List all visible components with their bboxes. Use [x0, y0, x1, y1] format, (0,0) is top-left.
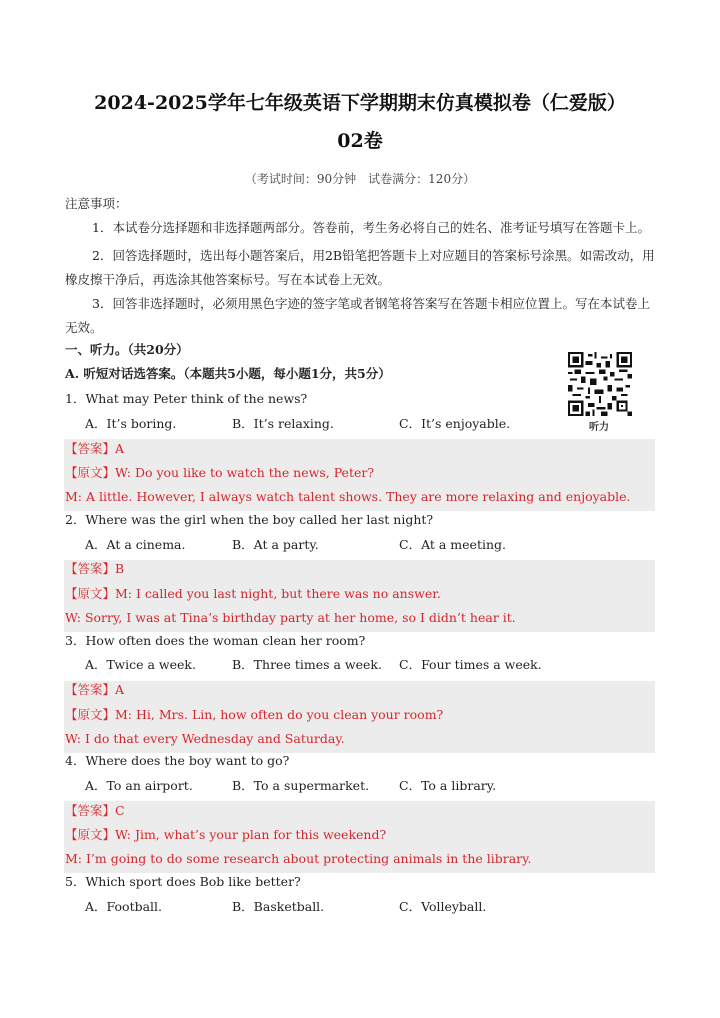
script-line: 【原文】W: Do you like to watch the news, Peter?: [65, 465, 375, 480]
notes-heading: 注意事项：: [65, 196, 128, 211]
option-a: A．Twice a week.: [85, 657, 196, 672]
question-stem: 2．Where was the girl when the boy called her last night?: [65, 512, 434, 527]
script-line: 【原文】M: Hi, Mrs. Lin, how often do you clean your room?: [65, 707, 444, 722]
option-b: B．Basketball.: [232, 899, 325, 914]
option-c: C．Four times a week.: [399, 657, 542, 672]
option-b: B．To a supermarket.: [232, 778, 370, 793]
option-a: A．Football.: [85, 899, 163, 914]
question-stem: 3．How often does the woman clean her room?: [65, 633, 366, 648]
option-a: A．At a cinema.: [85, 537, 186, 552]
option-c: C．Volleyball.: [399, 899, 487, 914]
note-item-3: 3．回答非选择题时，必须用黑色字迹的签字笔或者钢笔将答案写在答题卡相应位置上。写在本试卷上无效。: [65, 296, 650, 335]
section-heading: 一、听力。（共20分）: [65, 342, 189, 357]
script-line: M: I’m going to do some research about protecting animals in the library.: [65, 851, 532, 866]
option-a: A．To an airport.: [85, 778, 193, 793]
part-a-heading: A. 听短对话选答案。（本题共5小题，每小题1分，共5分）: [65, 366, 391, 381]
note-item-1: 1．本试卷分选择题和非选择题两部分。答卷前，考生务必将自己的姓名、准考证号填写在答题卡上。: [92, 220, 650, 235]
answer-label: 【答案】C: [65, 803, 125, 818]
page-title: 2024-2025学年七年级英语下学期期末仿真模拟卷（仁爱版）: [94, 92, 626, 114]
answer-label: 【答案】B: [65, 561, 125, 576]
answer-label: 【答案】A: [65, 682, 125, 697]
option-c: C．It’s enjoyable.: [399, 416, 511, 431]
script-line: 【原文】M: I called you last night, but there was no answer.: [65, 586, 441, 601]
script-line: 【原文】W: Jim, what’s your plan for this weekend?: [65, 827, 387, 842]
question-stem: 1．What may Peter think of the news?: [65, 391, 308, 406]
option-b: B．It’s relaxing.: [232, 416, 334, 431]
option-c: C．To a library.: [399, 778, 497, 793]
note-item-2: 2．回答选择题时，选出每小题答案后，用2B铅笔把答题卡上对应题目的答案标号涂黑。如需改动，用橡皮擦干净后，再选涂其他答案标号。写在本试卷上无效。: [65, 248, 655, 287]
question-stem: 4．Where does the boy want to go?: [65, 753, 290, 768]
option-b: B．Three times a week.: [232, 657, 382, 672]
script-line: W: Sorry, I was at Tina’s birthday party at her home, so I didn’t hear it.: [65, 610, 516, 625]
script-line: M: A little. However, I always watch talent shows. They are more relaxing and enjoyable.: [65, 489, 631, 504]
script-line: W: I do that every Wednesday and Saturday.: [65, 731, 345, 746]
qr-code-icon: [568, 352, 632, 416]
answer-label: 【答案】A: [65, 441, 125, 456]
paper-subtitle: 02卷: [337, 130, 383, 152]
exam-info: （考试时间：90分钟 试卷满分：120分）: [244, 172, 476, 186]
option-a: A．It’s boring.: [85, 416, 177, 431]
option-b: B．At a party.: [232, 537, 319, 552]
question-stem: 5．Which sport does Bob like better?: [65, 874, 301, 889]
option-c: C．At a meeting.: [399, 537, 506, 552]
qr-label: 听力: [589, 422, 609, 433]
